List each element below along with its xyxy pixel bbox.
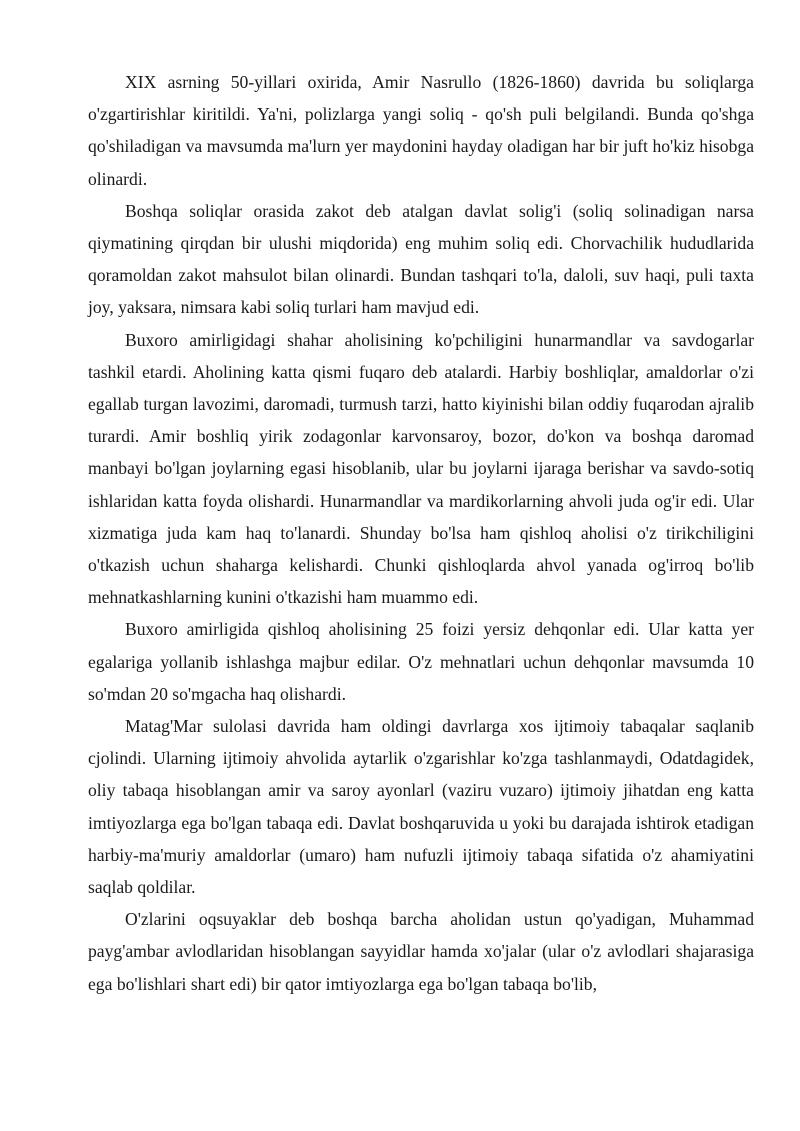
paragraph: Buxoro amirligidagi shahar aholisining ko'pchiligini hunarmandlar va savdogarlar tashkil etardi. Aholining katta qismi fuqaro deb atalardi. Harbiy boshliqlar, amaldorlar o'zi egallab turgan lavozimi, daromadi, turmush tarzi, hatto kiyinishi bilan oddiy fuqarodan ajralib turardi. Amir boshliq yirik zodagonlar karvonsaroy, bozor, do'kon va boshqa daromad manbayi bo'lgan joylarning egasi hisoblanib, ular bu joylarni ijaraga berishar va savdo-sotiq ishlaridan katta foyda olishardi. Hunarmandlar va mardikorlarning ahvoli juda og'ir edi. Ular xizmatiga juda kam haq to'lanardi. Shunday bo'lsa ham qishloq aholisi o'z tirikchiligini o'tkazish uchun shaharga kelishardi. Chunki qishloqlarda ahvol yanada og'irroq bo'lib mehnatkashlarning kunini o'tkazishi ham muammo edi.	[88, 329, 754, 608]
paragraph: XIX asrning 50-yillari oxirida, Amir Nasrullo (1826-1860) davrida bu soliqlarga o'zgartirishlar kiritildi. Ya'ni, polizlarga yangi soliq - qo'sh puli belgilandi. Bunda qo'shga qo'shiladigan va mavsumda ma'lurn yer maydonini hayday oladigan har bir juft ho'kiz hisobga olinardi.	[88, 72, 754, 189]
paragraph: Boshqa soliqlar orasida zakot deb atalgan davlat solig'i (soliq solinadigan narsa qiymatining qirqdan bir ulushi miqdorida) eng muhim soliq edi. Chorvachilik hududlarida qoramoldan zakot mahsulot bilan olinardi. Bundan tashqari to'la, daloli, suv haqi, puli taxta joy, yaksara, nimsara kabi soliq turlari ham mavjud edi.	[88, 200, 754, 318]
document-page	[88, 66, 754, 1000]
paragraph: Buxoro amirligida qishloq aholisining 25 foizi yersiz dehqonlar edi. Ular katta yer egalariga yollanib ishlashga majbur edilar. O'z mehnatlari uchun dehqonlar mavsumda 10 so'mdan 20 so'mgacha haq olishardi.	[88, 619, 754, 704]
paragraph: O'zlarini oqsuyaklar deb boshqa barcha aholidan ustun qo'yadigan, Muhammad payg'ambar avlodlaridan hisoblangan sayyidlar hamda xo'jalar (ular o'z avlodlari shajarasiga ega bo'lishlari shart edi) bir qator imtiyozlarga ega bo'lgan tabaqa bo'lib,	[88, 909, 754, 994]
paragraph: Matag'Mar sulolasi davrida ham oldingi davrlarga xos ijtimoiy tabaqalar saqlanib cjolindi. Ularning ijtimoiy ahvolida aytarlik o'zgarishlar ko'zga tashlanmaydi, Odatdagidek, oliy tabaqa hisoblangan amir va saroy ayonlarl (vaziru vuzaro) ijtimoiy jihatdan eng katta imtiyozlarga ega bo'lgan tabaqa edi. Davlat boshqaruvida u yoki bu darajada ishtirok etadigan harbiy-ma'muriy amaldorlar (umaro) ham nufuzli ijtimoiy tabaqa sifatida o'z ahamiyatini saqlab qoldilar.	[88, 716, 754, 898]
